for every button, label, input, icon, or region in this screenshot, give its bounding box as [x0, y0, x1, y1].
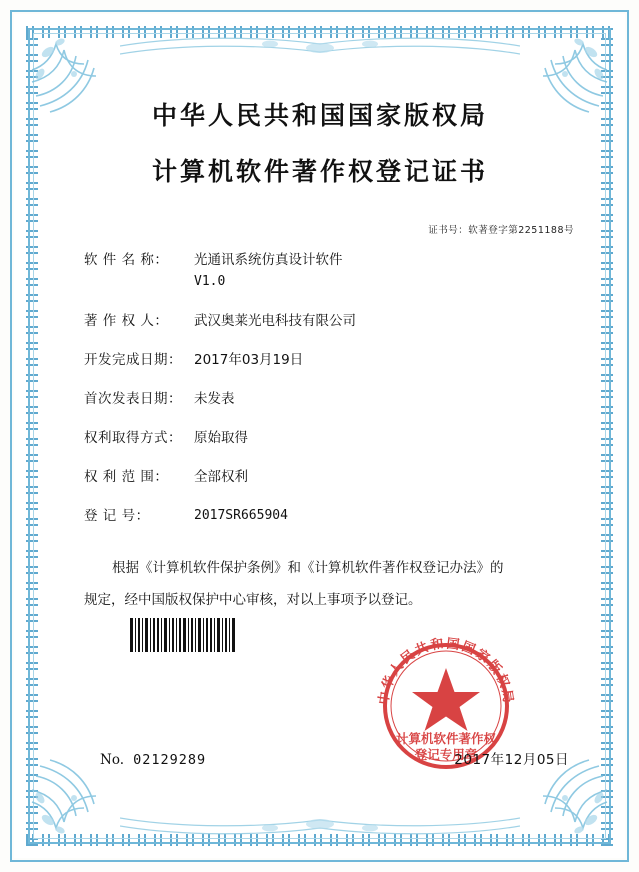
field-value: 武汉奥莱光电科技有限公司 — [194, 313, 356, 329]
seal-ring-text: 中华人民共和国国家版权局 — [376, 636, 516, 706]
field-value: 原始取得 — [194, 430, 248, 446]
field-row-software-name — [84, 250, 580, 292]
bottom-edge-ornament-icon — [120, 800, 520, 840]
field-label: 软 件 名 称： — [84, 252, 169, 268]
serial-number-label: No. — [100, 752, 124, 768]
field-row-development-date — [84, 350, 580, 370]
certificate-number: 证书号：软著登字第2251188号 — [428, 225, 574, 236]
field-value: 全部权利 — [194, 469, 248, 485]
field-label: 开发完成日期： — [84, 352, 182, 368]
statement-line-1: 根据《计算机软件保护条例》和《计算机软件著作权登记办法》的 — [112, 560, 504, 576]
certificate-content — [60, 78, 580, 616]
field-value: 2017年03月19日 — [194, 352, 304, 368]
field-value: 未发表 — [194, 391, 235, 407]
field-row-acquisition-method — [84, 428, 580, 448]
field-label: 权利取得方式： — [84, 430, 182, 446]
field-row-registration-number — [84, 506, 580, 526]
certificate-footer — [100, 748, 569, 768]
certificate-fields — [60, 250, 580, 526]
seal-center-line-1: 计算机软件著作权 — [395, 731, 497, 746]
field-row-first-publication-date — [84, 389, 580, 409]
field-value-text: 光通讯系统仿真设计软件 — [194, 252, 343, 268]
statement-line-2: 规定，经中国版权保护中心审核，对以上事项予以登记。 — [84, 592, 422, 608]
serial-number-value: 02129289 — [133, 752, 207, 768]
issue-date: 2017年12月05日 — [454, 752, 569, 768]
field-label: 著 作 权 人： — [84, 313, 169, 329]
corner-ornament-icon — [523, 756, 609, 842]
field-label: 登 记 号： — [84, 508, 150, 524]
barcode — [130, 618, 238, 652]
field-label: 首次发表日期： — [84, 391, 182, 407]
corner-ornament-icon — [30, 756, 116, 842]
field-row-rights-scope — [84, 467, 580, 487]
statement-paragraph — [60, 552, 580, 616]
document-title: 计算机软件著作权登记证书 — [151, 157, 488, 186]
field-label: 权 利 范 围： — [84, 469, 169, 485]
serial-number — [100, 752, 206, 768]
field-value: 2017SR665904 — [194, 508, 288, 523]
seal-center-line-2: 登记专用章 — [414, 747, 478, 762]
field-value — [194, 250, 580, 292]
top-edge-ornament-icon — [120, 32, 520, 72]
issuer-title: 中华人民共和国国家版权局 — [151, 101, 488, 130]
field-row-copyright-owner — [84, 311, 580, 331]
field-value-version: V1.0 — [194, 274, 226, 289]
